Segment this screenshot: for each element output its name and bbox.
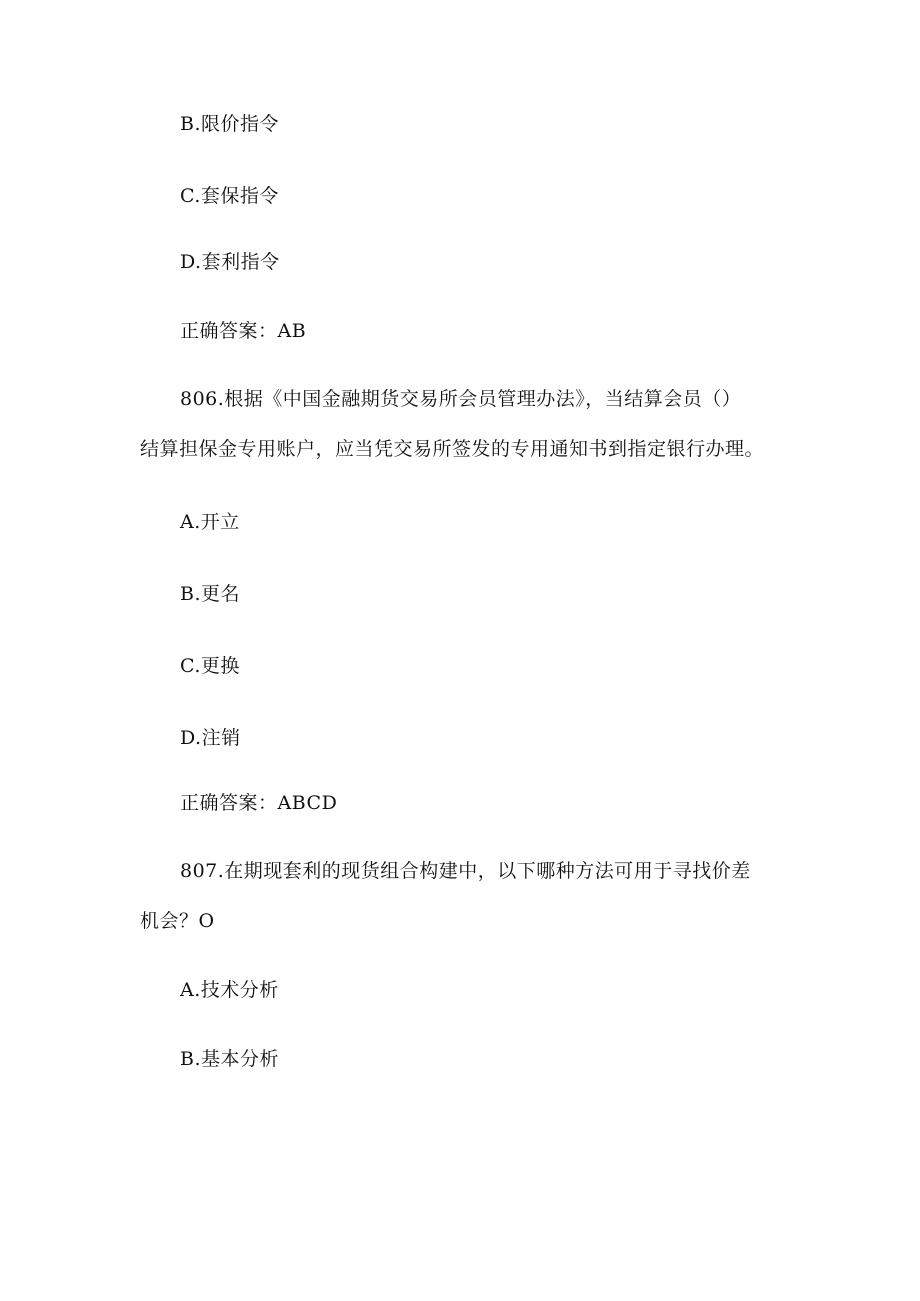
q807-stem-line1: 807.在期现套利的现货组合构建中，以下哪种方法可用于寻找价差 [180, 860, 751, 882]
q806-option-c: C.更换 [180, 655, 240, 677]
q805-answer: 正确答案：AB [180, 320, 307, 342]
q806-answer: 正确答案：ABCD [180, 792, 338, 814]
q807-stem-line2: 机会？O [140, 910, 215, 932]
q805-option-d: D.套利指令 [180, 251, 280, 273]
q806-option-d: D.注销 [180, 727, 241, 749]
q806-option-a: A.开立 [180, 511, 240, 533]
q805-option-c: C.套保指令 [180, 185, 279, 207]
q806-option-b: B.更名 [180, 583, 241, 605]
q806-stem-line2: 结算担保金专用账户，应当凭交易所签发的专用通知书到指定银行办理。 [140, 438, 765, 460]
q807-option-a: A.技术分析 [180, 979, 279, 1001]
q805-option-b: B.限价指令 [180, 113, 280, 135]
q807-option-b: B.基本分析 [180, 1048, 280, 1070]
q806-stem-line1: 806.根据《中国金融期货交易所会员管理办法》，当结算会员（） [180, 388, 742, 410]
